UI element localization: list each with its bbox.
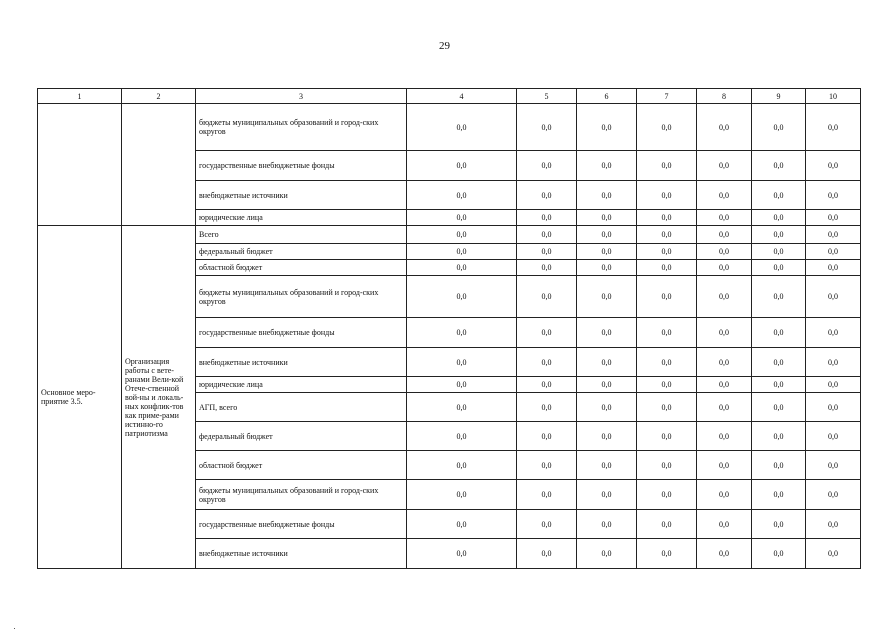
header-cell: 7 xyxy=(637,89,697,104)
value-cell: 0,0 xyxy=(806,510,861,539)
header-cell: 8 xyxy=(697,89,752,104)
value-cell: 0,0 xyxy=(407,226,517,244)
scan-speck xyxy=(14,628,15,629)
value-cell: 0,0 xyxy=(752,104,806,151)
header-row xyxy=(38,89,861,104)
value-cell: 0,0 xyxy=(517,393,577,422)
value-cell: 0,0 xyxy=(517,318,577,348)
value-cell: 0,0 xyxy=(806,151,861,181)
value-cell: 0,0 xyxy=(806,451,861,480)
value-cell: 0,0 xyxy=(517,377,577,393)
value-cell: 0,0 xyxy=(752,260,806,276)
value-cell: 0,0 xyxy=(517,510,577,539)
table-row xyxy=(38,104,861,151)
value-cell: 0,0 xyxy=(577,480,637,510)
funding-source-cell: областной бюджет xyxy=(196,451,407,480)
page-number: 29 xyxy=(439,40,450,52)
value-cell: 0,0 xyxy=(806,480,861,510)
value-cell: 0,0 xyxy=(517,244,577,260)
value-cell: 0,0 xyxy=(806,539,861,569)
value-cell: 0,0 xyxy=(407,318,517,348)
value-cell: 0,0 xyxy=(407,276,517,318)
measure-code-cell: Основное меро-приятие 3.5. xyxy=(38,226,122,569)
value-cell: 0,0 xyxy=(577,151,637,181)
value-cell: 0,0 xyxy=(806,422,861,451)
value-cell: 0,0 xyxy=(752,422,806,451)
value-cell: 0,0 xyxy=(752,151,806,181)
value-cell: 0,0 xyxy=(577,377,637,393)
funding-source-cell: федеральный бюджет xyxy=(196,244,407,260)
value-cell: 0,0 xyxy=(752,393,806,422)
value-cell: 0,0 xyxy=(637,226,697,244)
funding-source-cell: внебюджетные источники xyxy=(196,348,407,377)
measure-name-cell: Организация работы с вете-ранами Вели-кой Отече-ственной вой-ны и локаль-ных конфлик-тов как приме-рами истинно-го патриотизма xyxy=(122,226,196,569)
value-cell: 0,0 xyxy=(752,226,806,244)
funding-source-cell: государственные внебюджетные фонды xyxy=(196,151,407,181)
value-cell: 0,0 xyxy=(407,393,517,422)
value-cell: 0,0 xyxy=(407,244,517,260)
value-cell: 0,0 xyxy=(407,348,517,377)
header-cell: 3 xyxy=(196,89,407,104)
value-cell: 0,0 xyxy=(517,104,577,151)
funding-source-cell: Всего xyxy=(196,226,407,244)
value-cell: 0,0 xyxy=(577,210,637,226)
value-cell: 0,0 xyxy=(697,210,752,226)
funding-source-cell: внебюджетные источники xyxy=(196,181,407,210)
header-cell: 4 xyxy=(407,89,517,104)
value-cell: 0,0 xyxy=(407,451,517,480)
empty-name-cell xyxy=(122,104,196,226)
value-cell: 0,0 xyxy=(752,451,806,480)
value-cell: 0,0 xyxy=(752,348,806,377)
value-cell: 0,0 xyxy=(407,181,517,210)
value-cell: 0,0 xyxy=(697,318,752,348)
value-cell: 0,0 xyxy=(752,480,806,510)
value-cell: 0,0 xyxy=(806,104,861,151)
value-cell: 0,0 xyxy=(637,276,697,318)
value-cell: 0,0 xyxy=(517,480,577,510)
value-cell: 0,0 xyxy=(577,348,637,377)
header-cell: 6 xyxy=(577,89,637,104)
value-cell: 0,0 xyxy=(577,276,637,318)
value-cell: 0,0 xyxy=(637,348,697,377)
funding-source-cell: АГП, всего xyxy=(196,393,407,422)
value-cell: 0,0 xyxy=(697,181,752,210)
value-cell: 0,0 xyxy=(637,393,697,422)
value-cell: 0,0 xyxy=(637,318,697,348)
value-cell: 0,0 xyxy=(752,244,806,260)
funding-source-cell: внебюджетные источники xyxy=(196,539,407,569)
value-cell: 0,0 xyxy=(752,377,806,393)
value-cell: 0,0 xyxy=(517,422,577,451)
table-row xyxy=(38,226,861,244)
value-cell: 0,0 xyxy=(407,539,517,569)
value-cell: 0,0 xyxy=(577,539,637,569)
value-cell: 0,0 xyxy=(697,244,752,260)
value-cell: 0,0 xyxy=(637,151,697,181)
value-cell: 0,0 xyxy=(577,393,637,422)
header-cell: 5 xyxy=(517,89,577,104)
value-cell: 0,0 xyxy=(407,260,517,276)
value-cell: 0,0 xyxy=(806,244,861,260)
value-cell: 0,0 xyxy=(637,260,697,276)
value-cell: 0,0 xyxy=(577,451,637,480)
value-cell: 0,0 xyxy=(637,377,697,393)
value-cell: 0,0 xyxy=(577,318,637,348)
value-cell: 0,0 xyxy=(517,276,577,318)
value-cell: 0,0 xyxy=(407,480,517,510)
funding-source-cell: юридические лица xyxy=(196,210,407,226)
value-cell: 0,0 xyxy=(577,181,637,210)
value-cell: 0,0 xyxy=(752,210,806,226)
value-cell: 0,0 xyxy=(517,226,577,244)
value-cell: 0,0 xyxy=(697,260,752,276)
funding-table xyxy=(37,88,861,569)
value-cell: 0,0 xyxy=(806,210,861,226)
value-cell: 0,0 xyxy=(407,210,517,226)
value-cell: 0,0 xyxy=(517,539,577,569)
value-cell: 0,0 xyxy=(577,260,637,276)
value-cell: 0,0 xyxy=(697,539,752,569)
funding-source-cell: государственные внебюджетные фонды xyxy=(196,318,407,348)
value-cell: 0,0 xyxy=(517,260,577,276)
value-cell: 0,0 xyxy=(752,539,806,569)
header-cell: 2 xyxy=(122,89,196,104)
value-cell: 0,0 xyxy=(806,181,861,210)
value-cell: 0,0 xyxy=(752,510,806,539)
funding-source-cell: юридические лица xyxy=(196,377,407,393)
value-cell: 0,0 xyxy=(637,539,697,569)
funding-source-cell: областной бюджет xyxy=(196,260,407,276)
value-cell: 0,0 xyxy=(517,451,577,480)
value-cell: 0,0 xyxy=(752,318,806,348)
funding-source-cell: бюджеты муниципальных образований и город-ских округов xyxy=(196,480,407,510)
value-cell: 0,0 xyxy=(806,348,861,377)
value-cell: 0,0 xyxy=(517,210,577,226)
funding-source-cell: государственные внебюджетные фонды xyxy=(196,510,407,539)
value-cell: 0,0 xyxy=(637,244,697,260)
value-cell: 0,0 xyxy=(577,510,637,539)
funding-source-cell: бюджеты муниципальных образований и город-ских округов xyxy=(196,276,407,318)
funding-source-cell: бюджеты муниципальных образований и город-ских округов xyxy=(196,104,407,151)
value-cell: 0,0 xyxy=(806,393,861,422)
value-cell: 0,0 xyxy=(806,276,861,318)
value-cell: 0,0 xyxy=(806,226,861,244)
value-cell: 0,0 xyxy=(697,276,752,318)
value-cell: 0,0 xyxy=(517,348,577,377)
empty-code-cell xyxy=(38,104,122,226)
value-cell: 0,0 xyxy=(697,422,752,451)
value-cell: 0,0 xyxy=(577,226,637,244)
value-cell: 0,0 xyxy=(407,377,517,393)
value-cell: 0,0 xyxy=(697,393,752,422)
funding-source-cell: федеральный бюджет xyxy=(196,422,407,451)
value-cell: 0,0 xyxy=(697,451,752,480)
value-cell: 0,0 xyxy=(637,422,697,451)
value-cell: 0,0 xyxy=(806,377,861,393)
value-cell: 0,0 xyxy=(697,151,752,181)
value-cell: 0,0 xyxy=(407,104,517,151)
value-cell: 0,0 xyxy=(577,244,637,260)
value-cell: 0,0 xyxy=(752,181,806,210)
value-cell: 0,0 xyxy=(637,510,697,539)
value-cell: 0,0 xyxy=(407,422,517,451)
value-cell: 0,0 xyxy=(637,104,697,151)
value-cell: 0,0 xyxy=(697,348,752,377)
header-cell: 1 xyxy=(38,89,122,104)
value-cell: 0,0 xyxy=(407,510,517,539)
value-cell: 0,0 xyxy=(697,377,752,393)
value-cell: 0,0 xyxy=(697,226,752,244)
value-cell: 0,0 xyxy=(697,510,752,539)
value-cell: 0,0 xyxy=(517,181,577,210)
value-cell: 0,0 xyxy=(517,151,577,181)
header-cell: 10 xyxy=(806,89,861,104)
header-cell: 9 xyxy=(752,89,806,104)
value-cell: 0,0 xyxy=(752,276,806,318)
value-cell: 0,0 xyxy=(697,480,752,510)
value-cell: 0,0 xyxy=(806,318,861,348)
value-cell: 0,0 xyxy=(577,104,637,151)
value-cell: 0,0 xyxy=(637,451,697,480)
value-cell: 0,0 xyxy=(697,104,752,151)
value-cell: 0,0 xyxy=(577,422,637,451)
value-cell: 0,0 xyxy=(637,181,697,210)
value-cell: 0,0 xyxy=(637,480,697,510)
value-cell: 0,0 xyxy=(407,151,517,181)
value-cell: 0,0 xyxy=(806,260,861,276)
value-cell: 0,0 xyxy=(637,210,697,226)
